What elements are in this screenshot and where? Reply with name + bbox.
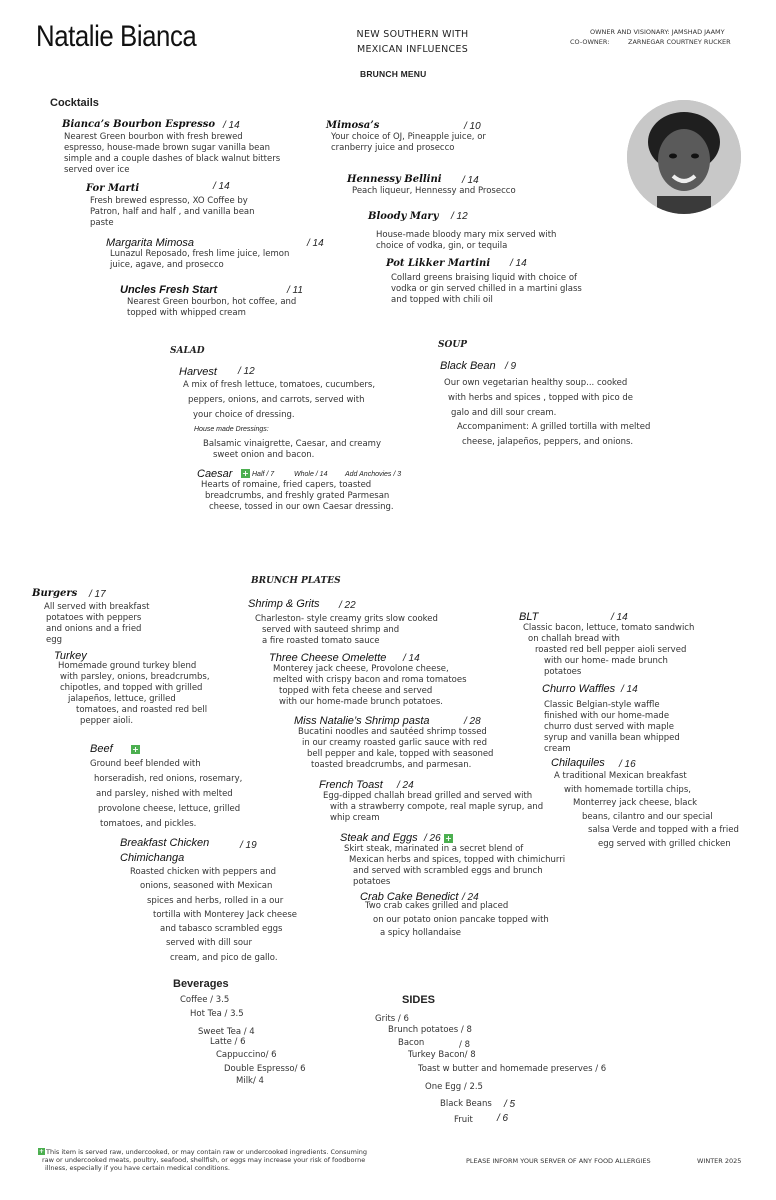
- beverage-item: Double Espresso/ 6: [224, 1064, 306, 1074]
- beverage-item: Coffee / 3.5: [180, 995, 230, 1005]
- churro-waffles-name: Churro Waffles: [542, 683, 616, 695]
- turkey-burger-name: Turkey: [54, 650, 87, 662]
- chimichanga-desc: Roasted chicken with peppers and onions, seasoned with Mexican spices and herbs, rolled in a our tortilla with Monterey Jack cheese and tabasco scrambled eggs served with dill sour cream, and pico de gallo.: [130, 867, 298, 963]
- side-item: Fruit: [454, 1115, 473, 1125]
- burgers-heading: Burgers: [32, 588, 78, 599]
- blt-desc: Classic bacon, lettuce, tomato sandwich on challah bread with roasted red bell pepper aioli served with our home- made brunch potatoes: [523, 623, 695, 677]
- cocktail-name: Bianca’s Bourbon Espresso: [62, 119, 216, 130]
- turkey-burger-desc: Homemade ground turkey blend with parsley, onions, breadcrumbs, chipotles, and topped with grilled jalapeños, lettuce, grilled tomatoes, and roasted red bell pepper aioli.: [58, 661, 210, 726]
- churro-waffles-desc: Classic Belgian-style waffle finished with our home-made churro dust served with maple syrup and vanilla bean whipped cream: [544, 700, 680, 754]
- beverage-item: Milk/ 4: [236, 1076, 264, 1086]
- tagline: NEW SOUTHERN WITH MEXICAN INFLUENCES: [356, 29, 469, 55]
- side-item: Turkey Bacon/ 8: [408, 1050, 476, 1060]
- chilaquiles-name: Chilaquiles: [551, 757, 605, 769]
- cocktail-price: / 14: [462, 175, 479, 186]
- cocktail-name: For Marti: [86, 183, 140, 194]
- owner-line: OWNER AND VISIONARY: JAMSHAD JAAMY: [590, 28, 725, 36]
- cocktail-name: Bloody Mary: [368, 211, 439, 222]
- french-toast-price: / 24: [397, 780, 414, 791]
- crab-benedict-desc: Two crab cakes grilled and placed on our potato onion pancake topped with a spicy hollandaise: [365, 901, 549, 938]
- soup-price: / 9: [505, 361, 517, 372]
- shrimp-grits-desc: Charleston- style creamy grits slow cooked served with sauteed shrimp and a fire roasted tomato sauce: [255, 614, 438, 646]
- cocktail-price: / 14: [307, 238, 324, 249]
- caesar-add-price: Add Anchovies / 3: [345, 471, 402, 478]
- shrimp-pasta-price: / 28: [464, 716, 481, 727]
- raw-disclaimer-cont: raw or undercooked meats, poultry, seafood, shellfish, or eggs may increase your risk of foodborne illness, especially if you have certain medical conditions.: [42, 1156, 366, 1172]
- beverage-item: Sweet Tea / 4: [198, 1027, 255, 1037]
- cocktail-desc: Your choice of OJ, Pineapple juice, or cranberry juice and prosecco: [331, 132, 486, 153]
- soup-heading: SOUP: [438, 340, 467, 350]
- salad-heading: SALAD: [170, 346, 205, 356]
- shrimp-pasta-name: Miss Natalie’s Shrimp pasta: [294, 715, 430, 727]
- beverages-heading: Beverages: [173, 978, 229, 990]
- chimichanga-name: Breakfast Chicken Chimichanga: [120, 837, 210, 864]
- side-item: One Egg / 2.5: [425, 1082, 483, 1092]
- cocktail-desc: Fresh brewed espresso, XO Coffee by Patron, half and half , and vanilla bean paste: [90, 196, 255, 228]
- side-item: Brunch potatoes / 8: [388, 1025, 472, 1035]
- soup-accompaniment: Accompaniment: A grilled tortilla with melted cheese, jalapeños, peppers, and onions.: [457, 422, 651, 447]
- crab-benedict-price: / 24: [462, 892, 479, 903]
- side-item: Grits / 6: [375, 1014, 409, 1024]
- harvest-price: / 12: [238, 366, 255, 377]
- dressings-list: Balsamic vinaigrette, Caesar, and creamy sweet onion and bacon.: [203, 439, 381, 460]
- blt-price: / 14: [611, 612, 628, 623]
- steak-eggs-name: Steak and Eggs: [340, 832, 418, 844]
- cocktail-desc: House-made bloody mary mix served with choice of vodka, gin, or tequila: [376, 230, 557, 251]
- cocktail-price: / 14: [223, 120, 240, 131]
- shrimp-grits-price: / 22: [339, 600, 356, 611]
- portrait-image: [627, 100, 741, 214]
- cocktail-price: / 14: [510, 258, 527, 269]
- omelette-desc: Monterey jack cheese, Provolone cheese, melted with crispy bacon and roma tomatoes topped with feta cheese and served with our home-made brunch potatoes.: [273, 664, 467, 707]
- raw-disclaimer: This item is served raw, undercooked, or may contain raw or undercooked ingredients. Consuming: [46, 1148, 368, 1156]
- cocktail-desc: Nearest Green bourbon, hot coffee, and topped with whipped cream: [127, 297, 297, 318]
- cocktail-price: / 11: [287, 285, 303, 296]
- steak-eggs-desc: Skirt steak, marinated in a secret blend of Mexican herbs and spices, topped with chimichurri and served with scrambled eggs and brunch potatoes: [344, 844, 566, 887]
- omelette-name: Three Cheese Omelette: [269, 652, 387, 664]
- cocktail-price: / 12: [451, 211, 468, 222]
- brand-name: Natalie Bianca: [36, 20, 197, 53]
- crab-benedict-name: Crab Cake Benedict: [360, 891, 459, 903]
- side-item: Black Beans: [440, 1099, 492, 1109]
- cocktail-name: Hennessy Bellini: [347, 174, 442, 185]
- side-item-price: / 5: [504, 1099, 516, 1110]
- burgers-desc: All served with breakfast potatoes with peppers and onions and a fried egg: [44, 602, 150, 645]
- blt-name: BLT: [519, 611, 539, 623]
- chimichanga-price: / 19: [240, 840, 257, 851]
- french-toast-name: French Toast: [319, 779, 383, 791]
- cocktails-heading: Cocktails: [50, 97, 99, 109]
- shrimp-grits-name: Shrimp & Grits: [248, 598, 320, 610]
- cocktail-name: Margarita Mimosa: [106, 237, 195, 249]
- soup-name: Black Bean: [440, 360, 496, 372]
- caesar-name: Caesar: [197, 468, 233, 480]
- beef-burger-desc: Ground beef blended with horseradish, red onions, rosemary, and parsley, nished with melted provolone cheese, lettuce, grilled tomatoes, and pickles.: [90, 759, 243, 829]
- harvest-desc: A mix of fresh lettuce, tomatoes, cucumbers, peppers, onions, and carrots, served with your choice of dressing.: [183, 380, 376, 420]
- beverage-item: Latte / 6: [210, 1037, 246, 1047]
- beef-burger-name: Beef: [90, 743, 113, 755]
- chilaquiles-desc: A traditional Mexican breakfast with homemade tortilla chips, Monterrey jack cheese, black beans, cilantro and our special salsa Verde and topped with a fried egg served with grilled chicken: [554, 771, 739, 849]
- dressings-label: House made Dressings:: [194, 426, 269, 433]
- beverage-item: Cappuccino/ 6: [216, 1050, 277, 1060]
- cocktail-desc: Peach liqueur, Hennessy and Prosecco: [352, 186, 516, 196]
- side-item-price: / 6: [497, 1113, 509, 1124]
- side-item: Bacon: [398, 1038, 425, 1048]
- side-item-price: / 8: [459, 1040, 470, 1050]
- beverage-item: Hot Tea / 3.5: [190, 1009, 244, 1019]
- caesar-whole-price: Whole / 14: [294, 471, 328, 478]
- menu-title: BRUNCH MENU: [360, 69, 427, 79]
- cocktail-desc: Collard greens braising liquid with choice of vodka or gin served chilled in a martini glass and topped with chili oil: [391, 273, 582, 305]
- shrimp-pasta-desc: Bucatini noodles and sautéed shrimp tossed in our creamy roasted garlic sauce with red bell pepper and kale, topped with seasoned toasted breadcrumbs, and parmesan.: [298, 727, 494, 770]
- harvest-name: Harvest: [179, 366, 217, 378]
- burgers-price: / 17: [89, 589, 106, 600]
- soup-desc: Our own vegetarian healthy soup... cooked with herbs and spices , topped with pico de galo and dill sour cream.: [444, 378, 634, 418]
- portrait-photo: [627, 100, 741, 214]
- season-label: WINTER 2025: [697, 1157, 742, 1165]
- raw-warning-icon: +: [242, 469, 249, 478]
- cocktail-name: Uncles Fresh Start: [120, 284, 218, 296]
- coowner-names: ZARNEGAR COURTNEY RUCKER: [628, 38, 731, 46]
- chilaquiles-price: / 16: [619, 759, 636, 770]
- side-item: Toast w butter and homemade preserves / 6: [418, 1064, 607, 1074]
- cocktail-price: / 10: [464, 121, 481, 132]
- churro-waffles-price: / 14: [621, 684, 638, 695]
- steak-eggs-price: / 26: [424, 833, 441, 844]
- french-toast-desc: Egg-dipped challah bread grilled and served with with a strawberry compote, real maple syrup, and whip cream: [323, 791, 544, 823]
- cocktail-name: Mimosa’s: [326, 120, 380, 131]
- cocktail-desc: Nearest Green bourbon with fresh brewed espresso, house-made brown sugar vanilla bean simple and a couple dashes of black walnut bitters served over ice: [64, 132, 281, 175]
- cocktail-desc: Lunazul Reposado, fresh lime juice, lemon juice, agave, and prosecco: [110, 249, 290, 270]
- coowner-label: CO-OWNER:: [570, 38, 610, 46]
- raw-warning-icon: +: [38, 1148, 45, 1155]
- raw-warning-icon: +: [132, 745, 139, 754]
- cocktail-price: / 14: [213, 181, 230, 192]
- raw-warning-icon: +: [445, 834, 452, 843]
- allergy-notice: PLEASE INFORM YOUR SERVER OF ANY FOOD ALLERGIES: [466, 1157, 651, 1165]
- omelette-price: / 14: [403, 653, 420, 664]
- caesar-half-price: Half / 7: [252, 471, 275, 478]
- brunch-heading: BRUNCH PLATES: [251, 576, 341, 586]
- cocktail-name: Pot Likker Martini: [386, 258, 491, 269]
- sides-heading: SIDES: [402, 994, 436, 1006]
- caesar-desc: Hearts of romaine, fried capers, toasted breadcrumbs, and freshly grated Parmesan cheese, tossed in our own Caesar dressing.: [201, 480, 394, 512]
